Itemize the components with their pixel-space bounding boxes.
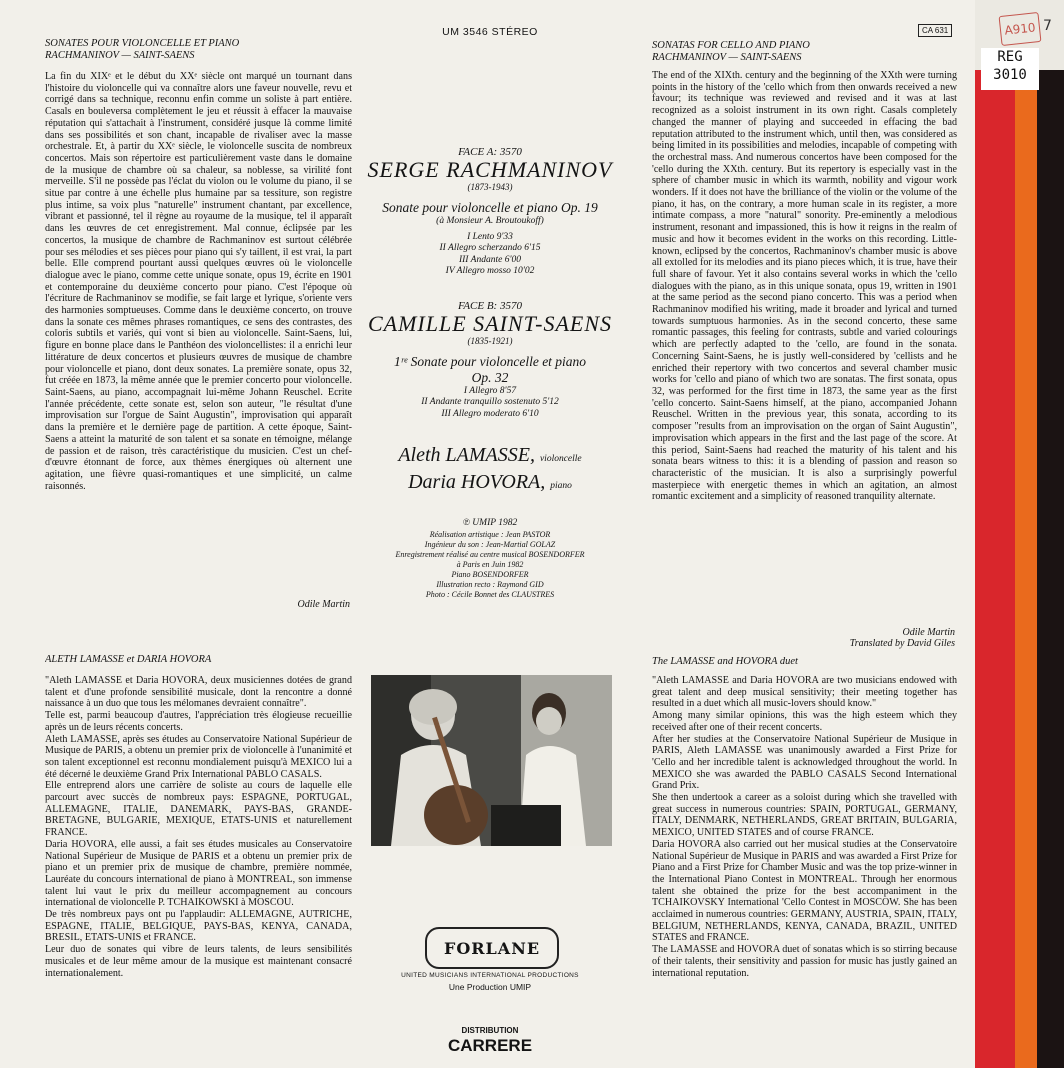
credit-engineer: Ingénieur du son : Jean-Martial GOLAZ [424,539,556,549]
movement-a3: III Andante 6'00 [458,254,521,265]
english-duo-notes [652,656,957,1064]
performer-cellist [365,444,615,471]
credit-illustration: Illustration recto : Raymond GID [436,579,544,589]
english-duo-p4: She then undertook a career as a soloist during which she travelled with great success in numerous countries: SPAIN, PORTUGAL, GERMANY, ITALY, DENMARK, NETHERLANDS, GREAT BRITAIN, BULGARIA, MEXICO, UNITED STATES and of course FRANCE. [652,792,957,839]
french-title: SONATES POUR VIOLONCELLE ET PIANO [45,38,240,49]
catalog-badge: CA 631 [918,24,952,37]
movement-b3: III Allegro moderato 6'10 [441,408,539,419]
spine-stripe-orange [1015,70,1037,1068]
english-duo-p5: Daria HOVORA also carried out her musical studies at the Conservatoire National Supérieur de Musique in PARIS and was awarded a First Prize for Piano and a First Prize for Chamber Music and was the top prize-winner in the International Piano Contest in MONTREAL. Through her enormous talent she obtained the prize for the best accompaniment in the TCHAIKOVSKY International 'Cello Contest in MOSCOW. She has been acclaimed in numerous countries: GERMANY, AUSTRIA, SPAIN, ITALY, BELGIUM, NETHERLANDS, KENYA, CANADA, BRAZIL, UNITED STATES and FRANCE. [652,838,957,944]
english-duo-p3: After her studies at the Conservatoire National Supérieur de Musique in PARIS, Aleth LAMASSE was unanimously awarded a First Prize for 'Cello and her incredible talent is acknowledged throughout the world. In MEXICO she was awarded the PABLO CASALS Second International Grand Prix. [652,733,957,792]
catalog-number: UM 3546 STÉREO [442,26,538,38]
spine-stripe-red [975,70,1015,1068]
movement-a1: I Lento 9'33 [467,231,513,242]
french-duo-p3: Aleth LAMASSE, après ses études au Conservatoire National Supérieur de Musique de PARIS, a obtenu un premier prix de violoncelle à l'unanimité et son talent exceptionnel est reconnu mondialement puisqu'à MEXICO lui a été décerné le deuxième Grand Prix International PABLO CASALS. [45,733,352,780]
duo-photo [371,675,612,846]
movement-a4: IV Allegro mosso 10'02 [445,266,535,276]
english-signature: Odile Martin [902,627,955,638]
composer-rachmaninov: SERGE RACHMANINOV [367,157,613,182]
french-duo-p6: De très nombreux pays ont pu l'applaudir: ALLEMAGNE, AUTRICHE, ESPAGNE, ITALIE, BELGIQUE, PAYS-BAS, KENYA, CANADA, BRESIL, ETATS-UNIS et FRANCE. [45,909,352,944]
composer-saint-saens: CAMILLE SAINT-SAENS [367,310,613,336]
rachmaninov-dates: (1873-1943) [467,182,513,192]
logo-subtitle: UNITED MUSICIANS INTERNATIONAL PRODUCTIONS [401,972,579,979]
french-liner-notes [45,38,352,616]
distributor-name: CARRERE [447,1036,533,1055]
saint-saens-work: 1ʳᵉ Sonate pour violoncelle et piano [393,353,587,369]
handwritten-code: A910 [999,12,1042,46]
french-body: La fin du XIXᵉ et le début du XXᵉ siècle ont marqué un tournant dans l'histoire du violoncelle qui va connaître alors une faveur nouvelle, revu et corrigé dans sa technique, reconnu enfin comme un soliste à part entière. Casals en bouleversa complètement le jeu et réussit à effacer la mauvaise réputation qui s'attachait à l'instrument, considéré jusque là comme limité dans ses possibilités et son chant, incapable de rivaliser avec la masse orchestrale. Et, à partir du XXᵉ siècle, le violoncelle suscita de nombreux concertos. Mais son répertoire est particulièrement vaste dans le domaine de la musique de chambre où sa chaleur, sa noblesse, sa virilité font merveille. S'il ne possède pas l'éclat du violon ou le volume du piano, il se situe par contre à une échelle plus humaine par sa tessiture, son registre plus intime, sa voix plus "naturelle" instrument chantant, par excellence, vibrant et passionné, tel il règne au royaume de la musique, tel il apparaît dans les œuvres de cet enregistrement. Mal connue, éclipsée par les concertos, la musique de chambre de Rachmaninov est surtout célébrée pour ses mélodies et ses pièces pour piano qui s'y taillent, il est vrai, la part belle. Elle comprend pourtant aussi quelques œuvres où le violoncelle dialogue avec le piano, comme cette unique sonate, opus 19, écrite en 1901 et contemporaine du deuxième concerto pour piano. C'est l'époque où l'écriture de Rachmaninov se modifie, se fait large et lyrique, s'oriente vers des harmonies somptueuses. Comme dans le deuxième concerto, on trouve dans la sonate ces mêmes phrases romantiques, ce sens des contrastes, des coloris subtils et variés, qui vont si bien au violoncelle. Saint-Saens, lui, figure en bonne place dans le Panthéon des violoncellistes: il a enrichi leur littérature de deux concertos et plusieurs œuvres de musique de chambre pour violoncelle et piano, dont deux sonates. La première sonate, opus 32, fut créée en 1873, la même année que le premier concerto pour violoncelle. Saint-Saens, au piano, accompagnait lui-même Johann Reuschel. Ecrite l'année précédente, cette sonate est, selon son auteur, "le résultat d'une improvisation sur l'orgue de Saint Augustin", improvisation qui apparaît dans la première et le dernière page de partition. A cette époque, Saint-Saens a atteint la maturité de son talent et sa sonate en témoigne, mélange de passion et de raison, très caractéristique du musicien. C'est un chef-d'œuvre étonnant de force, aux thèmes énergiques où alternent une agitation, une fièvre quasi-romantiques et une simplicité, un calme raisonnés. [45,71,352,492]
saint-saens-dates: (1835-1921) [467,335,513,346]
cellist-name: Aleth LAMASSE, [398,444,535,466]
distribution-label: DISTRIBUTION [461,1026,519,1035]
english-subtitle: RACHMANINOV — SAINT-SAENS [652,52,802,63]
french-signature: Odile Martin [297,599,350,610]
registration-line1: REG [997,49,1023,65]
french-duo-p7: Leur duo de sonates qui vibre de leurs talents, de leurs sensibilités musicales et de leur même amour de la musique est maintenant consacré internationalement. [45,944,352,979]
french-duo-notes [45,654,352,1064]
english-duo-title: The LAMASSE and HOVORA duet [652,656,798,667]
face-a-label: FACE A: 3570 [458,146,522,158]
french-subtitle: RACHMANINOV — SAINT-SAENS [45,50,195,61]
registration-line2: 3010 [993,67,1027,83]
english-duo-p2: Among many similar opinions, this was the high esteem which they received after one of their recent concerts. [652,710,957,733]
movement-b1: I Allegro 8'57 [463,385,517,396]
credit-producer: Réalisation artistique : Jean PASTOR [429,529,551,539]
copyright-notice: ℗ UMIP 1982 [462,518,518,528]
french-duo-p2: Telle est, parmi beaucoup d'autres, l'appréciation très élogieuse recueillie après un de leurs récents concerts. [45,710,352,733]
credit-recording: Enregistrement réalisé au centre musical BOSENDORFER [395,549,585,559]
spine-stripe-dark [1037,70,1064,1068]
credit-location: à Paris en Juin 1982 [456,559,524,569]
handwritten-number: 7 [1043,18,1052,34]
english-duo-p1: "Aleth LAMASSE and Daria HOVORA are two musicians endowed with great talent and deep musical sensitivity; their meeting together has resulted in a duet which all music-lovers should know." [652,675,957,710]
movement-b2: II Andante tranquillo sostenuto 5'12 [421,397,559,407]
english-duo-p6: The LAMASSE and HOVORA duet of sonatas which is so stirring because of their talents, their sensitivity and passion for music has justly gained an international reputation. [652,944,957,979]
french-duo-p4: Elle entreprend alors une carrière de soliste au cours de laquelle elle parcourt avec succès de nombreux pays: ESPAGNE, PORTUGAL, ALLEMAGNE, ITALIE, DANEMARK, PAYS-BAS, GRANDE-BRETAGNE, BULGARIE, MEXIQUE, ETATS-UNIS et naturellement FRANCE. [45,780,352,839]
french-duo-p1: "Aleth LAMASSE et Daria HOVORA, deux musiciennes dotées de grand talent et d'une profonde sensibilité musicale, dont la rencontre a donné naissance à un duo que tous les mélomanes devraient connaître". [45,675,352,710]
saint-saens-opus: Op. 32 [471,369,509,385]
duo-photo-illustration [371,675,612,846]
forlane-logo: FORLANE [425,927,559,969]
rachmaninov-work: Sonate pour violoncelle et piano Op. 19 [382,200,598,215]
english-body: The end of the XIXth. century and the beginning of the XXth were turning points in the history of the 'cello which from then onwards received a new favour; its technique was reviewed and revised and it was at last recognized as a soloist instrument in its own right. Casals completely changed the manner of playing and succeeded in effacing the bad reputation attributed to the instrument which, until then, was considered as being limited in its possibilities and melodies, incapable of competing with the orchestral mass. And numerous concertos have been composed for the 'cello during the XXth. century. But its repertory is especially vast in the sphere of chamber music in which its warmth, nobility and vigour work wonders. If it does not have the brilliance of the violin or the volume of the piano, it has, on the contrary, a more human scale in its register, a more intimate compass, a more "natural" sonority. Pre-eminently a melodious instrument, resonant and impassioned, this is how it reigns in the realm of music and how it becomes evident in the works on this recording. Little-known, eclipsed by the concertos, Rachmaninov's chamber music is above all extolled for its melodies and its piano pieces which, it is true, have their full share of favour. Yet it also contains several works in which the 'cello dialogues with the piano, as in this unique sonata, opus 19, written in 1901 at the same period as the second piano concerto. This was a period when Rachmaninov modified his writing, made it broader and lyrical and turned towards sumptuous harmonies. As in the second concerto, these same romantic passages, this feeling for contrasts, subtle and varied colourings which are perfectly adapted to the 'cello, are found in the sonata. Concerning Saint-Saens, he is justly well-considered by 'cellists and he enriched their repertory with two concertos and several chamber music works for 'cello and piano of which two are sonatas. The first sonata, opus 32, was performed for the first time in 1873, the same year as the first 'cello concerto. Saint-Saens himself, at the piano, accompanied Johann Reuschel. Written in the previous year, this sonata, according to its composer "results from an improvisation on the organ of Saint Augustin", improvisation which appears in the first and the last page of the score. At this period, Saint-Saens had reached the maturity of his talent and his sonata bears witness to this: it is a blending of passion and reason so characteristic of the musician. It is also a surprisingly powerful masterpiece with energetic themes in which an agitation, an almost romantic excitement and a simplicity of reasoned tranquility alternate. [652,70,957,503]
french-duo-p5: Daria HOVORA, elle aussi, a fait ses études musicales au Conservatoire National Supérieur de Musique de PARIS et a obtenu un premier prix de piano et un premier prix de musique de chambre, première nommée, Lauréate du concours international de piano à MONTREAL, son immense talent lui vaut le prix du meilleur accompagnement au concours international de violoncelle P. TCHAIKOWSKI à MOSCOU. [45,838,352,909]
english-liner-notes [652,40,957,638]
credit-piano: Piano BOSENDORFER [451,569,529,579]
credit-photo: Photo : Cécile Bonnet des CLAUSTRES [425,589,555,599]
translator-credit: Translated by David Giles [849,638,955,649]
cellist-role: violoncelle [539,454,582,464]
production-credit: Une Production UMIP [448,982,532,992]
english-title: SONATAS FOR CELLO AND PIANO [652,40,810,51]
face-b-label: FACE B: 3570 [458,299,522,312]
movement-a2: II Allegro scherzando 6'15 [439,243,541,253]
rachmaninov-dedication: (à Monsieur A. Broutoukoff) [436,216,544,226]
registration-sticker [981,48,1039,90]
pianist-role: piano [550,481,572,491]
pianist-name: Daria HOVORA, [408,471,546,493]
performer-pianist [365,471,615,498]
french-duo-title: ALETH LAMASSE et DARIA HOVORA [45,654,212,665]
tracklist-panel [365,26,615,600]
